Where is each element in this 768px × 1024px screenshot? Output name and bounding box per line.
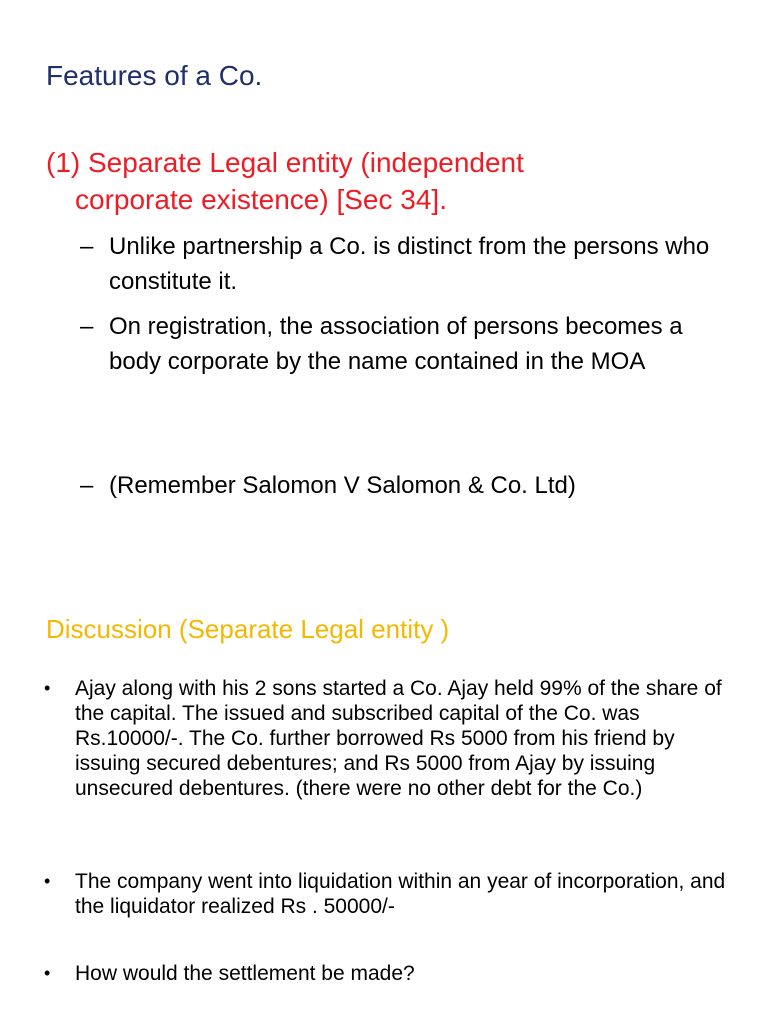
bullet-marker: • bbox=[44, 871, 51, 891]
dash-marker: – bbox=[80, 313, 94, 340]
dash-item bbox=[80, 309, 740, 379]
dash-item-text: (Remember Salomon V Salomon & Co. Ltd) bbox=[109, 472, 576, 499]
point-heading-line-1: (1) Separate Legal entity (independent bbox=[46, 147, 524, 178]
point-heading-line-2: corporate existence) [Sec 34]. bbox=[75, 184, 447, 215]
dash-marker: – bbox=[80, 233, 94, 260]
bullet-text: How would the settlement be made? bbox=[75, 962, 415, 985]
bullet-item bbox=[44, 676, 744, 801]
bullet-text: The company went into liquidation within an year of incorporation, and the liquidator realized Rs . 50000/- bbox=[75, 870, 726, 918]
bullet-marker: • bbox=[44, 963, 51, 983]
dash-item-text: Unlike partnership a Co. is distinct from the persons who constitute it. bbox=[109, 233, 710, 295]
discussion-heading: Discussion (Separate Legal entity ) bbox=[46, 614, 450, 644]
bullet-item bbox=[44, 869, 744, 919]
bullet-text: Ajay along with his 2 sons started a Co. Ajay held 99% of the share of the capital. The issued and subscribed capital of the Co. was Rs.10000/-. The Co. further borrowed Rs 5000 from his friend by issuing secured debentures; and Rs 5000 from Ajay by issuing unsecured debentures. (there were no other debt for the Co.) bbox=[75, 677, 722, 800]
bullet-item bbox=[44, 961, 744, 986]
bullet-marker: • bbox=[44, 678, 51, 698]
point-heading bbox=[46, 144, 746, 218]
dash-item bbox=[80, 468, 740, 503]
dash-marker: – bbox=[80, 472, 94, 499]
dash-item-text: On registration, the association of persons becomes a body corporate by the name contained in the MOA bbox=[109, 313, 683, 375]
dash-item bbox=[80, 229, 740, 299]
slide-title: Features of a Co. bbox=[46, 60, 263, 91]
